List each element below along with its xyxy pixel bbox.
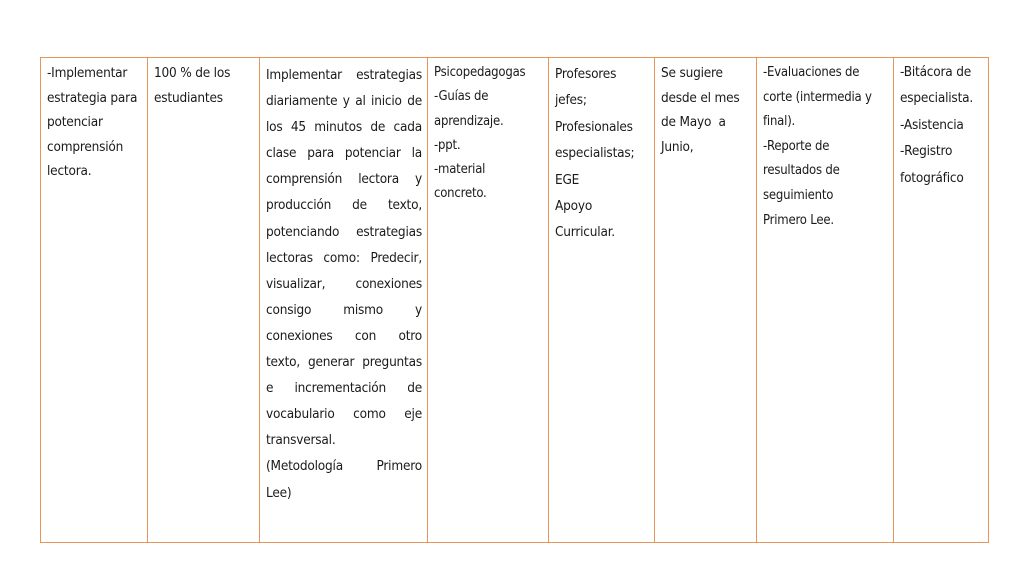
responsibles-line: EGE [555, 171, 580, 188]
evaluation-line: -Reporte de [763, 138, 830, 154]
actions-line: Implementar estrategias [266, 67, 422, 83]
timeline-cell [655, 58, 757, 543]
objective-line: potenciar [47, 114, 103, 131]
actions-line: visualizar, conexiones [266, 275, 422, 292]
actions-line: transversal. [266, 432, 336, 449]
objective-line: comprensión [47, 138, 124, 155]
resources-cell [428, 58, 549, 543]
objective-line: estrategia para [47, 89, 138, 106]
resources-line: -Guías de [434, 89, 489, 105]
actions-line: comprensión lectora y [266, 171, 422, 188]
evaluation-line: -Evaluaciones de [763, 65, 860, 80]
responsibles-cell [549, 58, 655, 543]
actions-line: e incrementación de [266, 380, 422, 397]
evidence-line: -Bitácora de [900, 64, 971, 80]
coverage-line: estudiantes [154, 89, 223, 106]
actions-cell [260, 58, 428, 543]
responsibles-line: especialistas; [555, 145, 635, 162]
actions-note-line: Lee) [266, 484, 292, 501]
resources-line: Psicopedagogas [434, 65, 526, 80]
objective-line: lectora. [47, 163, 92, 180]
resources-line: -ppt. [434, 137, 461, 153]
coverage-line: 100 % de los [154, 65, 231, 81]
timeline-line: Se sugiere [661, 65, 723, 81]
action-plan-table [40, 57, 989, 543]
resources-line: aprendizaje. [434, 113, 504, 129]
actions-note-line: (Metodología Primero [266, 458, 422, 475]
evidence-line: -Registro [900, 143, 953, 160]
actions-line: consigo mismo y [266, 301, 422, 318]
evidence-line: fotográfico [900, 169, 964, 186]
responsibles-line: Apoyo [555, 198, 593, 215]
actions-line: diariamente y al inicio de [266, 93, 422, 110]
evidence-line: especialista. [900, 90, 974, 107]
evaluation-line: resultados de [763, 163, 840, 179]
responsibles-line: jefes; [555, 92, 587, 109]
actions-line: lectoras como: Predecir, [266, 249, 422, 266]
evaluation-line: seguimiento [763, 187, 834, 203]
actions-line: texto, generar preguntas [266, 354, 422, 371]
objective-cell [41, 58, 148, 543]
coverage-cell [148, 58, 260, 543]
resources-line: concreto. [434, 186, 487, 202]
responsibles-line: Profesores [555, 66, 617, 82]
timeline-line: desde el mes [661, 89, 740, 106]
table-row [41, 58, 989, 543]
objective-line: -Implementar [47, 65, 128, 81]
evaluation-cell [757, 58, 894, 543]
responsibles-line: Profesionales [555, 118, 633, 135]
actions-line: los 45 minutos de cada [266, 119, 422, 136]
evaluation-line: corte (intermedia y [763, 89, 872, 105]
evaluation-line: Primero Lee. [763, 212, 834, 228]
timeline-line: Junio, [661, 138, 694, 155]
evaluation-line: final). [763, 114, 796, 130]
responsibles-line: Curricular. [555, 224, 615, 241]
evidence-line: -Asistencia [900, 116, 964, 133]
actions-line: potenciando estrategias [266, 223, 422, 240]
resources-line: -material [434, 162, 486, 178]
actions-line: clase para potenciar la [266, 145, 422, 162]
actions-line: vocabulario como eje [266, 406, 422, 423]
timeline-line: de Mayo a [661, 114, 726, 131]
evidence-cell [894, 58, 989, 543]
actions-line: conexiones con otro [266, 327, 422, 344]
actions-line: producción de texto, [266, 197, 422, 214]
